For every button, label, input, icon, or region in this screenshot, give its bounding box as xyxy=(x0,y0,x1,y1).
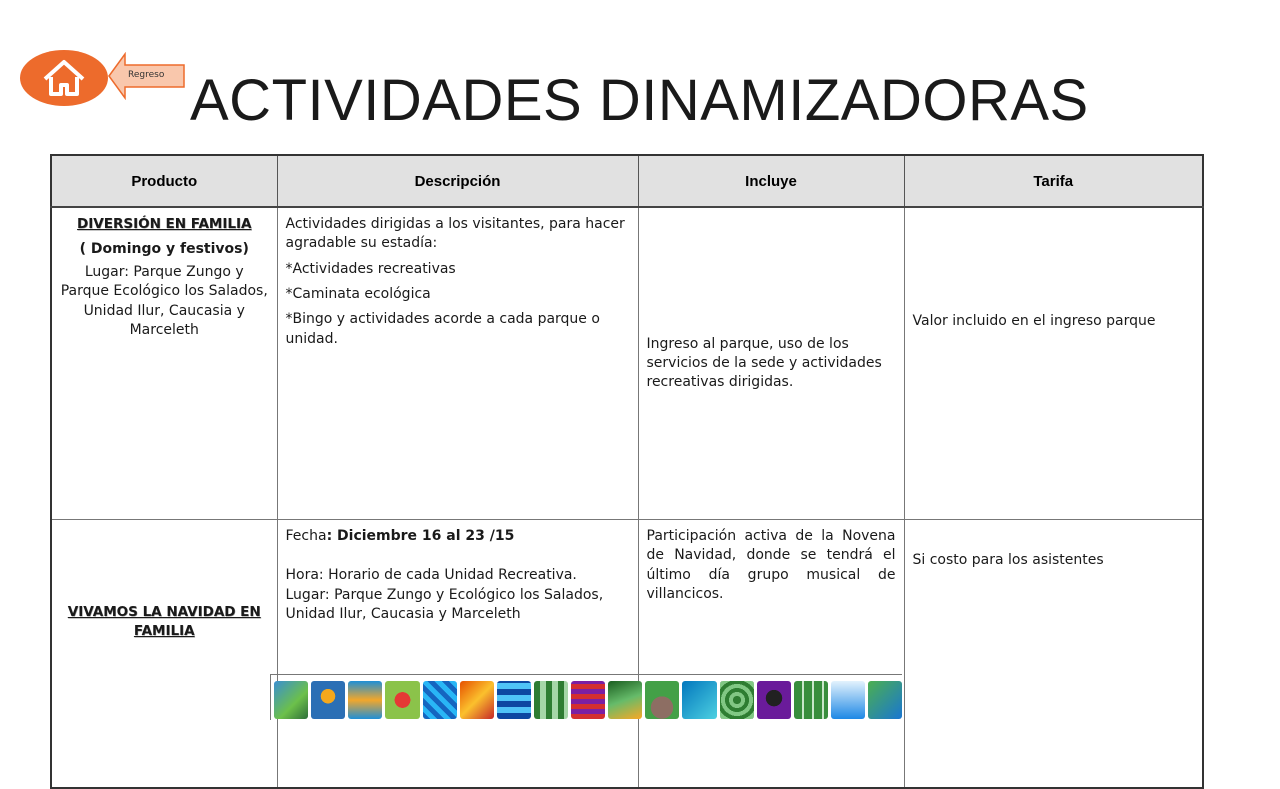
description-line: *Actividades recreativas xyxy=(285,260,456,277)
product-title: VIVAMOS LA NAVIDAD EN FAMILIA xyxy=(67,604,261,639)
description-cell xyxy=(277,207,638,520)
decorative-tile xyxy=(497,681,531,719)
decorative-tile xyxy=(311,681,345,719)
includes-text: Ingreso al parque, uso de los servicios de la sede y actividades recreativas dirigidas. xyxy=(646,335,882,391)
includes-cell xyxy=(638,207,904,520)
date-line xyxy=(286,527,630,546)
table-row xyxy=(51,207,1203,520)
includes-text: Participación activa de la Novena de Navidad, donde se tendrá el último día grupo musical de villancicos. xyxy=(646,528,896,602)
decorative-tile xyxy=(757,681,791,719)
rate-text: Valor incluido en el ingreso parque xyxy=(912,313,1156,330)
back-label: Regreso xyxy=(128,70,165,80)
decorative-tile xyxy=(868,681,902,719)
decorative-tile xyxy=(348,681,382,719)
rate-cell xyxy=(904,520,1203,789)
rate-text: Si costo para los asistentes xyxy=(912,552,1104,568)
decorative-tile xyxy=(423,681,457,719)
header-description: Descripción xyxy=(277,155,638,207)
product-subtitle: ( Domingo y festivos) xyxy=(79,240,249,257)
decorative-tile xyxy=(571,681,605,719)
decorative-tile xyxy=(794,681,828,719)
date-label: Fecha xyxy=(285,528,327,544)
decorative-tile xyxy=(831,681,865,719)
header-includes: Incluye xyxy=(638,155,904,207)
description-line: Actividades dirigidas a los visitantes, para hacer agradable su estadía: xyxy=(285,216,625,252)
decorative-tile xyxy=(720,681,754,719)
place-line: Lugar: Parque Zungo y Ecológico los Salados, Unidad Ilur, Caucasia y Marceleth xyxy=(285,586,604,622)
decorative-tile xyxy=(274,681,308,719)
product-cell xyxy=(51,207,277,520)
description-cell xyxy=(277,520,638,789)
product-cell xyxy=(51,520,277,789)
description-line: *Bingo y actividades acorde a cada parque o unidad. xyxy=(285,311,600,347)
product-place: Lugar: Parque Zungo y Parque Ecológico los Salados, Unidad Ilur, Caucasia y Marceleth xyxy=(60,263,268,338)
decorative-tile xyxy=(385,681,419,719)
decorative-tile-strip xyxy=(270,674,902,720)
decorative-tile xyxy=(534,681,568,719)
product-title: DIVERSIÓN EN FAMILIA xyxy=(77,216,252,232)
rate-cell xyxy=(904,207,1203,520)
table-header-row xyxy=(51,155,1203,207)
decorative-tile xyxy=(608,681,642,719)
decorative-tile xyxy=(682,681,716,719)
header-rate: Tarifa xyxy=(904,155,1203,207)
page-title: ACTIVIDADES DINAMIZADORAS xyxy=(190,68,1089,133)
includes-cell xyxy=(638,520,904,789)
back-button[interactable] xyxy=(108,52,186,100)
header-product: Producto xyxy=(51,155,277,207)
description-line: *Caminata ecológica xyxy=(285,285,431,302)
decorative-tile xyxy=(460,681,494,719)
home-icon xyxy=(42,58,86,98)
decorative-tile xyxy=(645,681,679,719)
home-button[interactable] xyxy=(20,50,108,106)
hour-line: Hora: Horario de cada Unidad Recreativa. xyxy=(285,567,577,584)
table-row xyxy=(51,520,1203,789)
date-value: : Diciembre 16 al 23 /15 xyxy=(326,528,515,544)
